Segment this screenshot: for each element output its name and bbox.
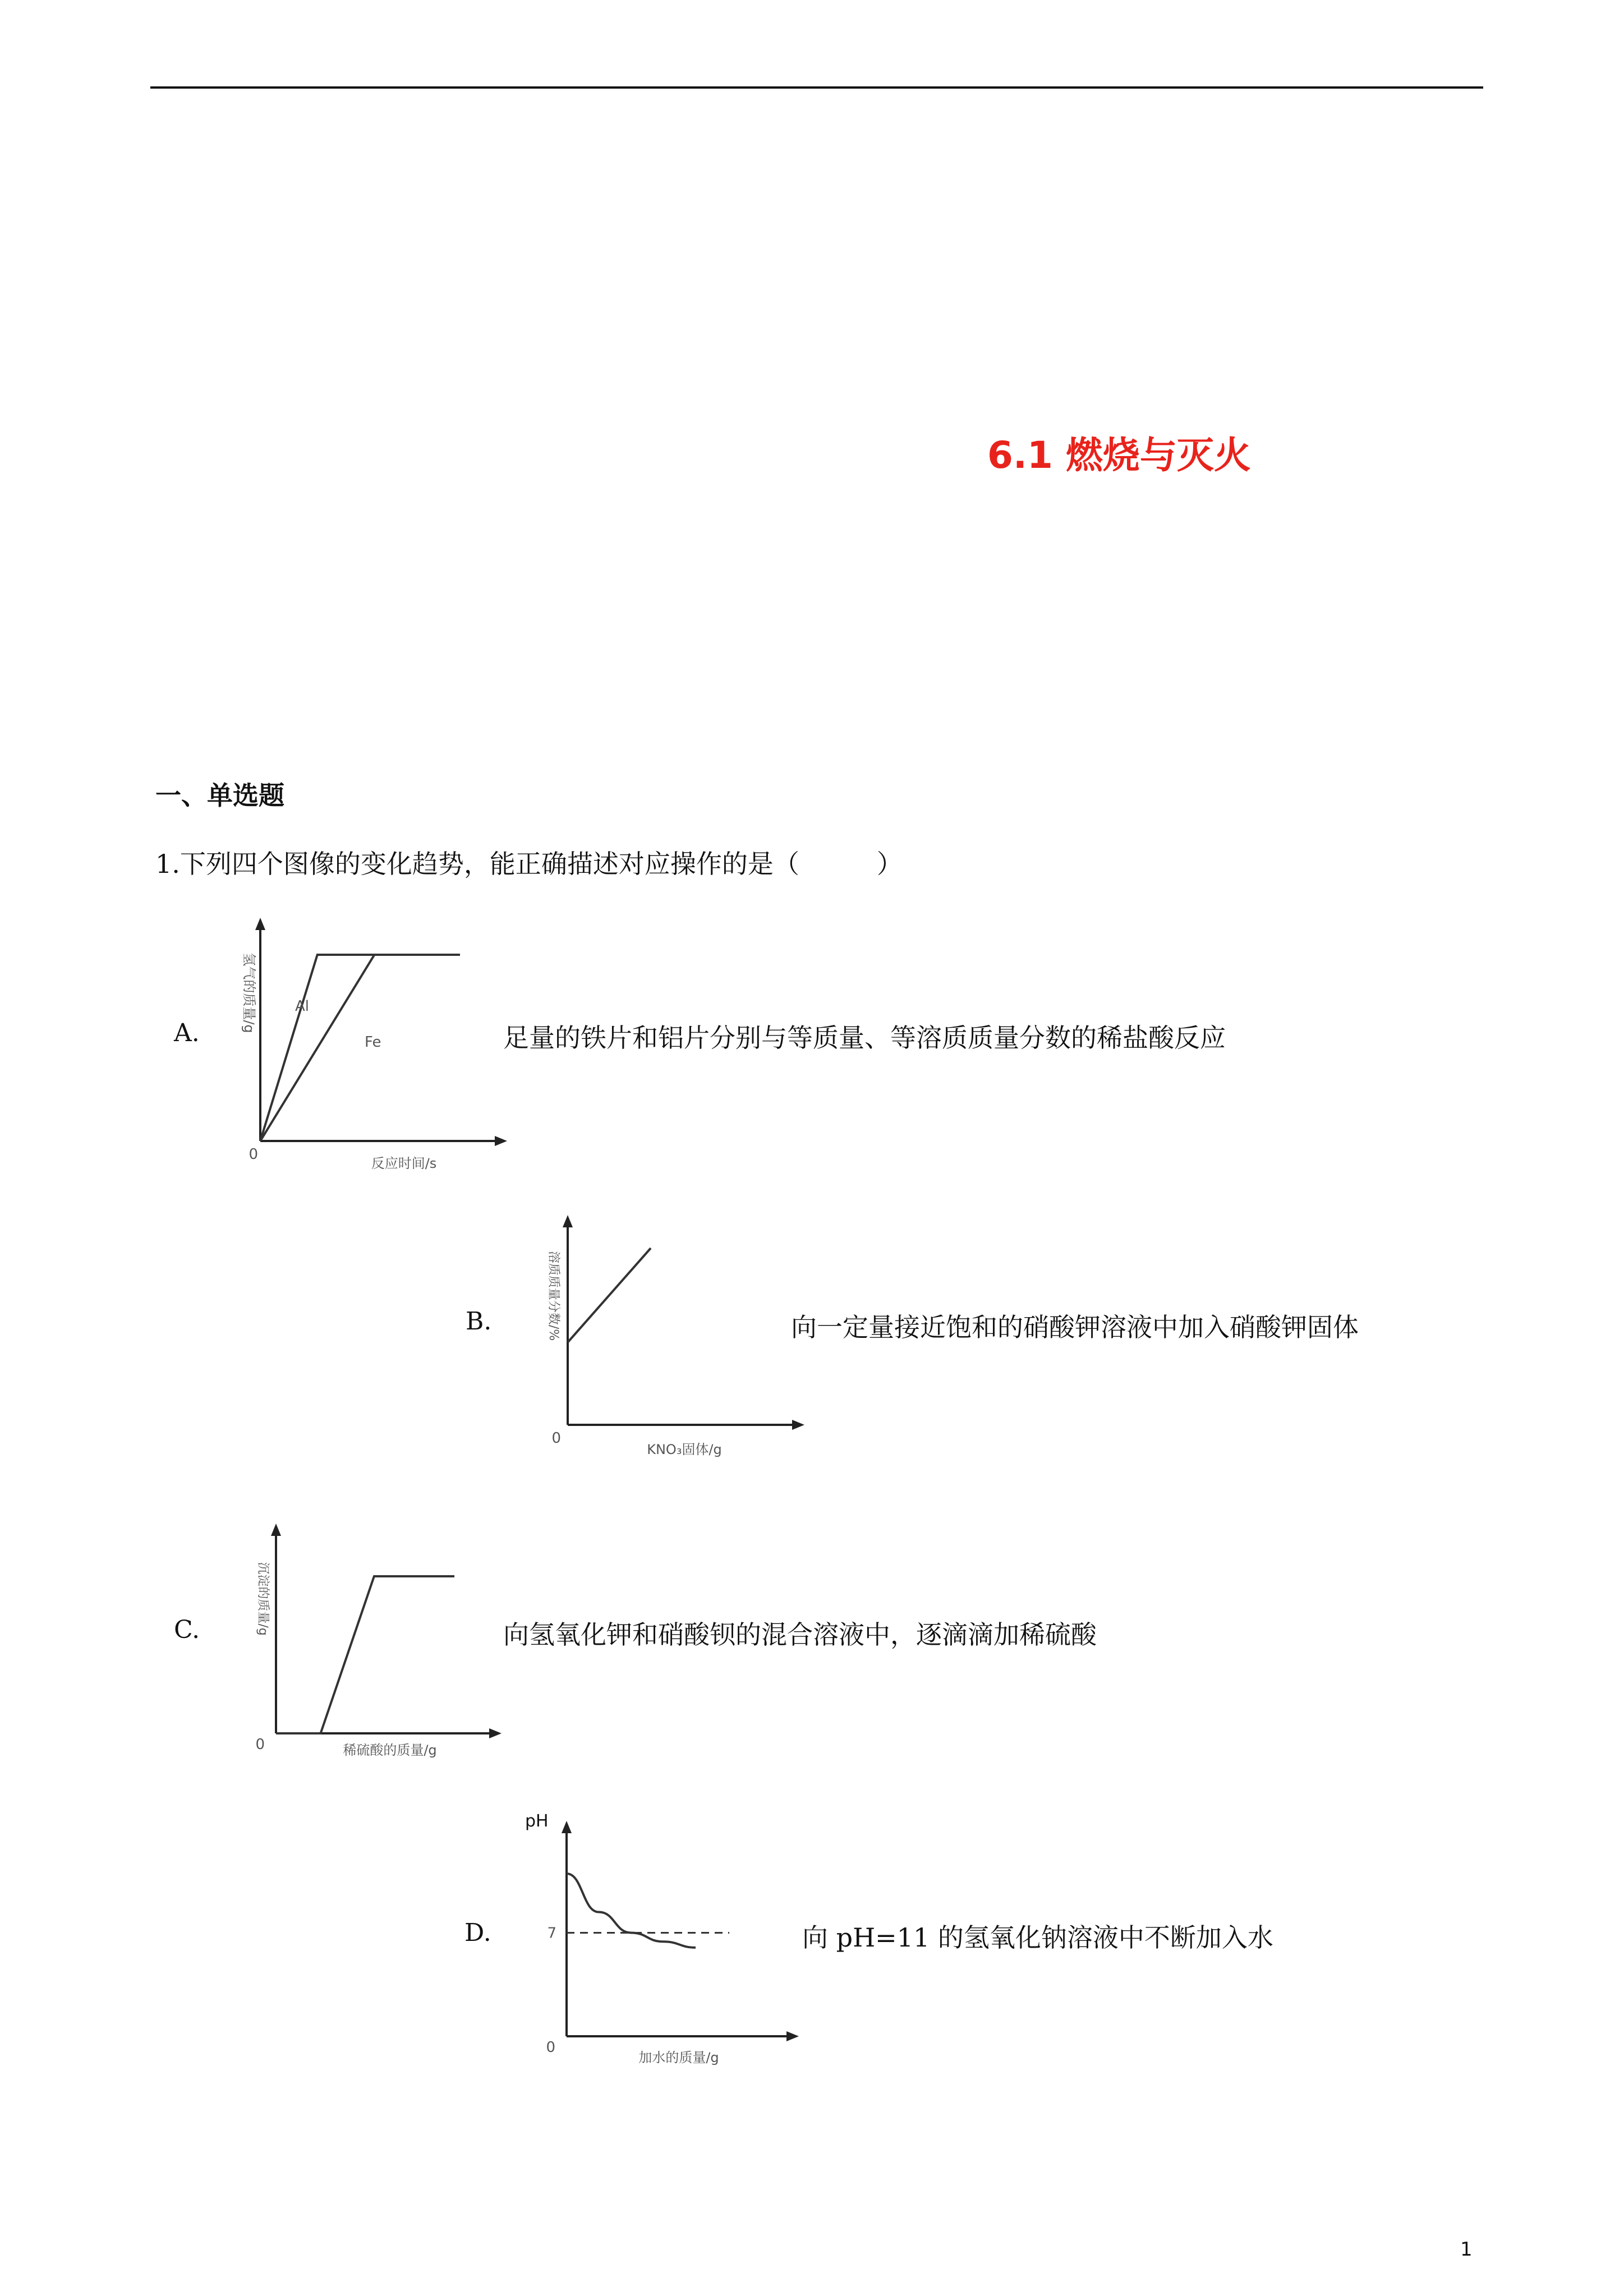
page-title: 6.1 燃烧与灭火: [987, 434, 1251, 477]
reference-label: 7: [547, 1925, 556, 1942]
y-axis-label: 沉淀的质量/g: [256, 1562, 270, 1636]
y-axis-arrow: [563, 1215, 573, 1227]
series-line: [567, 1874, 696, 1948]
x-axis-label: 加水的质量/g: [638, 2050, 719, 2065]
series-line: [276, 1576, 454, 1733]
option-a-text: 足量的铁片和铝片分别与等质量、等溶质质量分数的稀盐酸反应: [503, 1023, 1226, 1053]
y-axis-label: 溶质质量分数/%: [546, 1250, 560, 1341]
x-axis-arrow: [786, 2031, 799, 2041]
option-c-chart: [236, 1515, 516, 1767]
page-number: 1: [1460, 2238, 1473, 2261]
series-line-al: [260, 955, 460, 1141]
option-c-text: 向氢氧化钾和硝酸钡的混合溶液中，逐滴滴加稀硫酸: [503, 1619, 1097, 1650]
x-axis-label: KNO₃固体/g: [647, 1442, 722, 1457]
question-stem: 1.下列四个图像的变化趋势，能正确描述对应操作的是（ ）: [155, 849, 903, 879]
series-line: [568, 1248, 651, 1342]
section-heading: 一、单选题: [155, 780, 284, 811]
y-axis-label: pH: [525, 1811, 549, 1831]
origin-label: 0: [255, 1736, 265, 1753]
y-axis-arrow: [271, 1524, 281, 1536]
series-label-al: Al: [295, 998, 310, 1015]
x-axis-arrow: [495, 1136, 507, 1146]
option-c-letter: C.: [174, 1616, 200, 1644]
y-axis-arrow: [562, 1821, 572, 1833]
origin-label: 0: [249, 1146, 258, 1163]
origin-label: 0: [551, 1430, 561, 1447]
option-d-letter: D.: [464, 1918, 491, 1947]
y-axis-label: 氢气的质量/g: [241, 953, 257, 1033]
option-b-letter: B.: [466, 1307, 492, 1336]
x-axis-arrow: [792, 1420, 804, 1430]
header-rule: [150, 86, 1483, 89]
option-d-text: 向 pH=11 的氢氧化钠溶液中不断加入水: [802, 1922, 1273, 1953]
x-axis-label: 稀硫酸的质量/g: [343, 1742, 437, 1758]
option-d-chart: [516, 1806, 808, 2070]
x-axis-label: 反应时间/s: [371, 1156, 437, 1171]
origin-label: 0: [546, 2039, 555, 2056]
option-b-chart: [522, 1206, 813, 1464]
option-b-text: 向一定量接近饱和的硝酸钾溶液中加入硝酸钾固体: [791, 1312, 1359, 1342]
y-axis-arrow: [255, 918, 265, 930]
series-line-fe: [260, 955, 460, 1141]
option-a-letter: A.: [174, 1019, 200, 1047]
x-axis-arrow: [489, 1728, 502, 1738]
series-label-fe: Fe: [365, 1034, 381, 1051]
option-a-chart: [224, 909, 516, 1172]
